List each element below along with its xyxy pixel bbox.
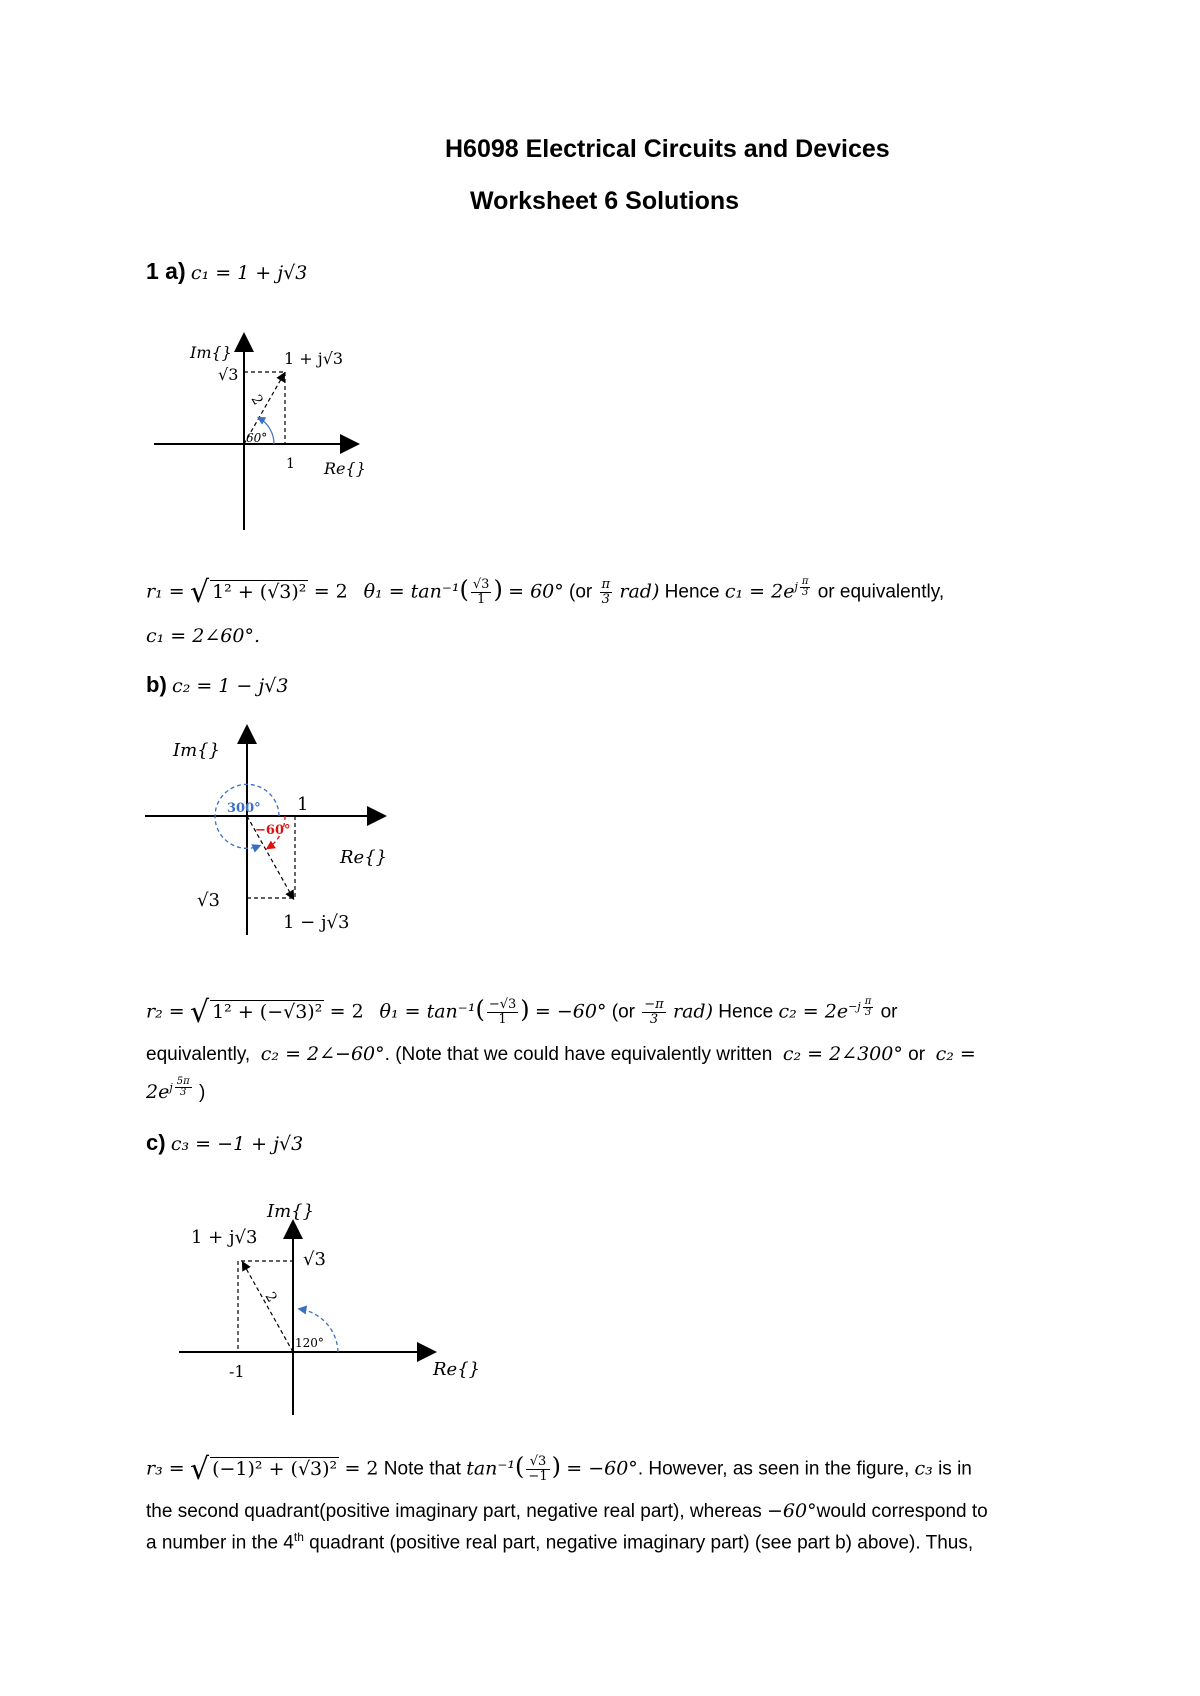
q1b-y-tick: √3	[197, 890, 220, 911]
q1c-tan: tan⁻¹	[466, 1457, 516, 1480]
q1c-y-tick: √3	[303, 1249, 326, 1270]
q1a-y-tick: √3	[218, 365, 239, 384]
q1b-hence-eq: c₂ = 2e	[778, 1000, 849, 1023]
q1c-line2-a: the second quadrant(positive imaginary part, negative real part), whereas	[146, 1501, 762, 1522]
q1b-or-word: or	[880, 1001, 898, 1023]
q1b-r-radicand: 1² + (−√3)²	[212, 1000, 323, 1023]
q1a-exp-j: j	[794, 580, 798, 594]
q1c-theta-num: √3	[526, 1455, 549, 1470]
q1b-diagram	[135, 720, 435, 940]
q1a-calc-line: r₁ = √ 1² + (√3)² = 2 θ₁ = tan⁻¹( $\frac{√3}{1}$ ) = 60° (or $\frac{\pi}{3}$ rad) Hence $c_1 = 2e^{j \frac{\pi}{3}}$ or equivalently,	[146, 575, 945, 610]
q1a-point-label: 1 + j√3	[284, 349, 344, 368]
q1b-exp-den: 3	[864, 1006, 872, 1018]
q1b-pi-den: 3	[649, 1012, 659, 1027]
q1a-theta-num: √3	[472, 577, 490, 592]
q1b-r-lhs: r₂ =	[146, 1000, 185, 1023]
q1c-x-tick: -1	[229, 1362, 245, 1381]
document-title: H6098 Electrical Circuits and Devices	[445, 135, 890, 163]
q1b-angle-pos-label: 300°	[227, 801, 261, 816]
q1a-r-radicand: 1² + (√3)²	[212, 580, 307, 603]
q1b-exp-j: −j	[848, 1000, 861, 1014]
q1a-equation: c₁ = 1 + j√3	[190, 262, 308, 284]
q1b-re-label: Re{}	[340, 847, 388, 868]
q1b-exp-num: π	[864, 995, 872, 1007]
q1c-calc-line: r₃ = √ (−1)² + (√3)² = 2 Note that tan⁻¹( $\frac{√3}{-1}$ ) = −60°. However, as seen in the figure, c₃ is in	[146, 1452, 972, 1487]
q1b-im-label: Im{}	[173, 740, 221, 761]
q1a-final: c₁ = 2∠60°.	[146, 625, 260, 647]
q1b-line3-exp-num: 5π	[176, 1076, 190, 1087]
q1b-line3	[146, 1077, 205, 1104]
q1c-line3-a: a number in the 4	[146, 1532, 294, 1554]
q1b-label: b)	[146, 672, 167, 697]
q1a-exp-num: π	[801, 575, 809, 587]
q1b-calc-line: r₂ = √ 1² + (−√3)² = 2 θ₁ = tan⁻¹( $\frac{-√3}{1}$ ) = −60° (or $\frac{-\pi}{3}$ rad) Hence $c_2 = 2e^{-j \frac{\pi}{3}}$ or	[146, 995, 898, 1030]
q1b-line3-close: )	[198, 1081, 206, 1103]
q1b-line3-eq: 2e	[146, 1080, 170, 1103]
q1a-r-value: = 2	[313, 580, 348, 603]
q1b-or-open: (or	[611, 1001, 635, 1023]
q1b-pi-num: −π	[644, 997, 664, 1012]
q1b-theta-lhs: θ₁ = tan⁻¹	[379, 1000, 476, 1023]
q1a-or-equiv: or equivalently,	[817, 581, 945, 603]
q1c-angle-label: 120°	[295, 1336, 324, 1350]
q1c-theta-value: = −60°	[566, 1457, 638, 1480]
q1c-diagram	[175, 1195, 495, 1420]
q1a-heading	[146, 258, 307, 285]
q1a-magnitude-label: 2	[247, 392, 266, 408]
q1a-r-lhs: r₁ =	[146, 580, 185, 603]
q1c-point-label: 1 + j√3	[191, 1227, 258, 1248]
sqrt-icon: √	[189, 995, 210, 1030]
q1a-or-open: (or	[569, 581, 593, 603]
q1c-vector	[243, 1263, 293, 1352]
q1c-line2-b: would correspond to	[816, 1501, 988, 1522]
q1c-line3-sup: th	[293, 1530, 304, 1544]
q1b-line2-eq: c₂ = 2∠−60°	[260, 1043, 385, 1065]
q1b-angle-neg-label: −60°	[255, 823, 291, 838]
q1b-theta-den: 1	[498, 1012, 507, 1027]
q1a-pi-den: 3	[601, 592, 610, 607]
q1a-x-tick: 1	[286, 456, 295, 472]
q1c-is-in: is in	[938, 1458, 972, 1480]
q1a-theta-den: 1	[477, 592, 486, 607]
q1b-r-value: = 2	[329, 1000, 364, 1023]
q1a-rad-close: rad)	[619, 580, 660, 603]
q1c-theta-frac	[526, 1455, 549, 1484]
q1c-line2	[146, 1500, 988, 1523]
q1c-r-radicand: (−1)² + (√3)²	[212, 1457, 338, 1480]
q1c-im-label: Im{}	[267, 1201, 315, 1222]
q1b-point-label: 1 − j√3	[283, 912, 350, 933]
q1c-r-lhs: r₃ =	[146, 1457, 185, 1480]
document-subtitle: Worksheet 6 Solutions	[470, 187, 740, 215]
q1a-re-label: Re{}	[324, 459, 366, 478]
q1c-r-value: = 2	[344, 1457, 379, 1480]
q1c-label: c)	[146, 1130, 166, 1155]
q1b-x-tick: 1	[297, 794, 309, 815]
q1b-line2-b: . (Note that we could have equivalently written	[384, 1044, 773, 1065]
q1b-line2-eq3: c₂ =	[935, 1043, 976, 1065]
q1b-line3-exp-den: 3	[180, 1087, 187, 1098]
q1a-pi-frac	[600, 578, 613, 607]
q1a-im-label: Im{}	[190, 343, 232, 362]
q1c-heading	[146, 1130, 303, 1156]
q1b-theta-num: −√3	[488, 997, 517, 1012]
q1c-equation: c₃ = −1 + j√3	[170, 1133, 304, 1155]
q1a-pi-num: π	[601, 577, 611, 592]
q1c-however: . However, as seen in the figure,	[637, 1458, 910, 1480]
q1a-theta-lhs: θ₁ = tan⁻¹	[363, 580, 460, 603]
q1b-heading	[146, 672, 288, 698]
q1b-pi-frac	[642, 998, 665, 1027]
q1b-line2-or: or	[908, 1044, 926, 1065]
q1b-line2	[146, 1043, 976, 1066]
q1c-line2-m: −60°	[767, 1500, 817, 1522]
q1c-magnitude-label: 2	[261, 1289, 280, 1306]
q1c-re-label: Re{}	[433, 1359, 481, 1380]
q1a-theta-value: = 60°	[508, 580, 564, 603]
q1a-label: 1 a)	[146, 258, 186, 284]
q1a-diagram	[140, 330, 380, 540]
q1a-exp-den: 3	[801, 586, 809, 598]
q1a-hence-eq: c₁ = 2e	[724, 580, 795, 603]
q1c-theta-den: −1	[528, 1469, 548, 1484]
q1a-theta-frac	[471, 578, 492, 607]
q1b-line3-exp-j: j	[169, 1080, 173, 1094]
q1c-note: Note that	[383, 1458, 461, 1480]
q1b-theta-frac	[487, 998, 518, 1027]
sqrt-icon: √	[189, 575, 210, 610]
q1b-line2-a: equivalently,	[146, 1044, 251, 1065]
q1a-hence: Hence	[664, 581, 720, 603]
sqrt-icon: √	[189, 1452, 210, 1487]
q1c-line3-b: quadrant (positive real part, negative imaginary part) (see part b) above). Thus,	[309, 1532, 974, 1554]
q1b-rad-close: rad)	[673, 1000, 713, 1023]
q1b-theta-value: = −60°	[534, 1000, 607, 1023]
q1b-line2-eq2: c₂ = 2∠300°	[782, 1043, 903, 1065]
q1c-line3	[146, 1530, 973, 1554]
q1b-equation: c₂ = 1 − j√3	[172, 675, 289, 697]
q1a-angle-label: 60°	[246, 431, 268, 445]
q1b-hence: Hence	[718, 1001, 774, 1023]
q1c-c3: c₃	[914, 1457, 933, 1480]
